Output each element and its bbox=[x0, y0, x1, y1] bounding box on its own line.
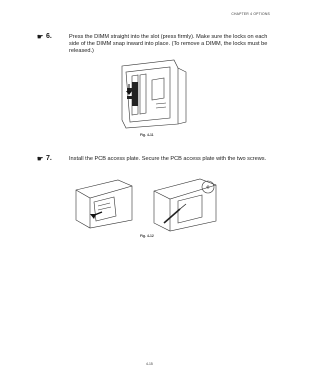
step-6-marker-icon: ☛ bbox=[37, 34, 44, 41]
step-6-number: 6. bbox=[46, 33, 52, 40]
page-number: 4-15 bbox=[146, 362, 153, 366]
chapter-header: CHAPTER 4 OPTIONS bbox=[231, 12, 270, 16]
figure-4-12-plate-illustration bbox=[72, 176, 134, 230]
step-6-instruction: Press the DIMM straight into the slot (press firmly). Make sure the locks on each side of the DIMM snap inward into place. (To remove a DIMM, the locks must be released.) bbox=[69, 34, 268, 55]
figure-4-12-screw-illustration bbox=[150, 173, 222, 233]
step-7-number: 7. bbox=[46, 155, 52, 162]
step-7-marker-icon: ☛ bbox=[37, 156, 44, 163]
figure-4-11-caption: Fig. 4-11 bbox=[140, 133, 154, 137]
figure-4-11-illustration bbox=[112, 58, 192, 130]
step-7-instruction: Install the PCB access plate. Secure the PCB access plate with the two screws. bbox=[69, 156, 267, 162]
figure-4-12-caption: Fig. 4-12 bbox=[140, 234, 154, 238]
